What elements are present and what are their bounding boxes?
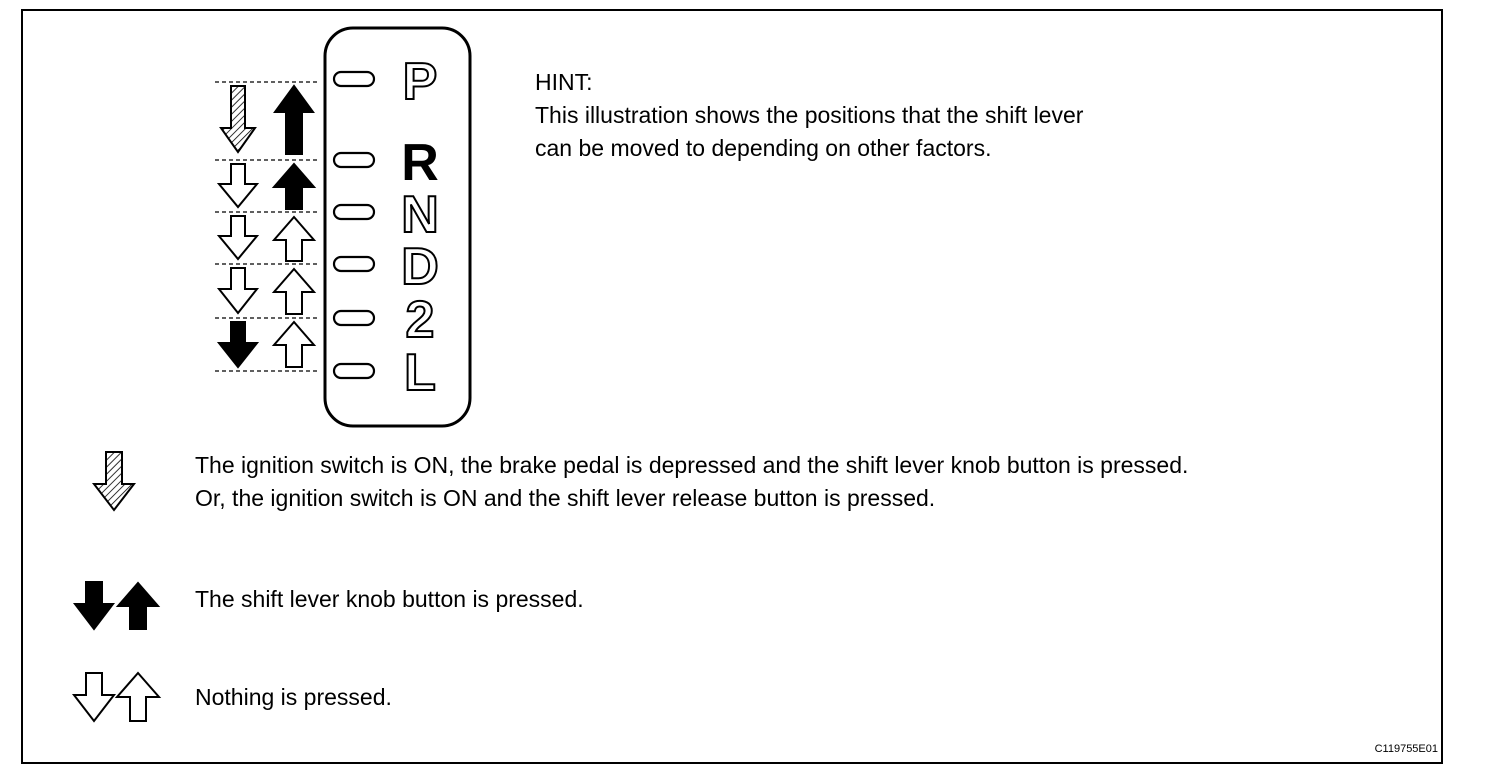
legend-solid-up-arrow-icon	[118, 583, 158, 629]
figure-code: C119755E01	[1374, 743, 1438, 755]
position-label-n: N	[401, 186, 439, 244]
position-label-d: D	[401, 238, 439, 296]
hatched-down-arrow-icon	[221, 86, 255, 152]
legend-item-hatched	[195, 449, 1188, 515]
legend-solid-down-arrow-icon	[75, 582, 113, 629]
outline-down-arrow-icon	[219, 268, 257, 313]
legend-hatched-down-arrow-icon	[94, 452, 134, 510]
legend-outline-down-arrow-icon	[74, 673, 114, 721]
position-label-r: R	[401, 134, 439, 192]
position-label-l: L	[404, 344, 436, 402]
legend-outline-up-arrow-icon	[117, 673, 159, 721]
solid-up-arrow-icon	[275, 86, 313, 154]
outline-down-arrow-icon	[219, 164, 257, 207]
hint-title: HINT:	[535, 69, 593, 95]
outline-down-arrow-icon	[219, 216, 257, 259]
legend-hatched-line-1: The ignition switch is ON, the brake pedal is depressed and the shift lever knob button is pressed.	[195, 452, 1189, 478]
legend-item-solid	[195, 583, 584, 616]
legend-hatched-line-2: Or, the ignition switch is ON and the shift lever release button is pressed.	[195, 485, 936, 511]
position-label-2: 2	[405, 291, 435, 349]
solid-down-arrow-icon	[219, 322, 257, 367]
legend-outline-line-1: Nothing is pressed.	[195, 684, 392, 710]
outline-up-arrow-icon	[274, 269, 314, 314]
detent-slot-2	[334, 311, 374, 325]
legend-solid-line-1: The shift lever knob button is pressed.	[195, 586, 584, 612]
detent-slot-r	[334, 153, 374, 167]
hint-block	[535, 66, 1083, 165]
detent-slot-d	[334, 257, 374, 271]
position-label-p: P	[402, 53, 438, 111]
detent-slot-l	[334, 364, 374, 378]
hint-line-2: can be moved to depending on other factors.	[535, 135, 992, 161]
detent-slot-n	[334, 205, 374, 219]
detent-slot-p	[334, 72, 374, 86]
solid-up-arrow-icon	[274, 164, 314, 209]
legend-item-outline	[195, 681, 392, 714]
hint-line-1: This illustration shows the positions that the shift lever	[535, 102, 1084, 128]
outline-up-arrow-icon	[274, 322, 314, 367]
outline-up-arrow-icon	[274, 217, 314, 261]
